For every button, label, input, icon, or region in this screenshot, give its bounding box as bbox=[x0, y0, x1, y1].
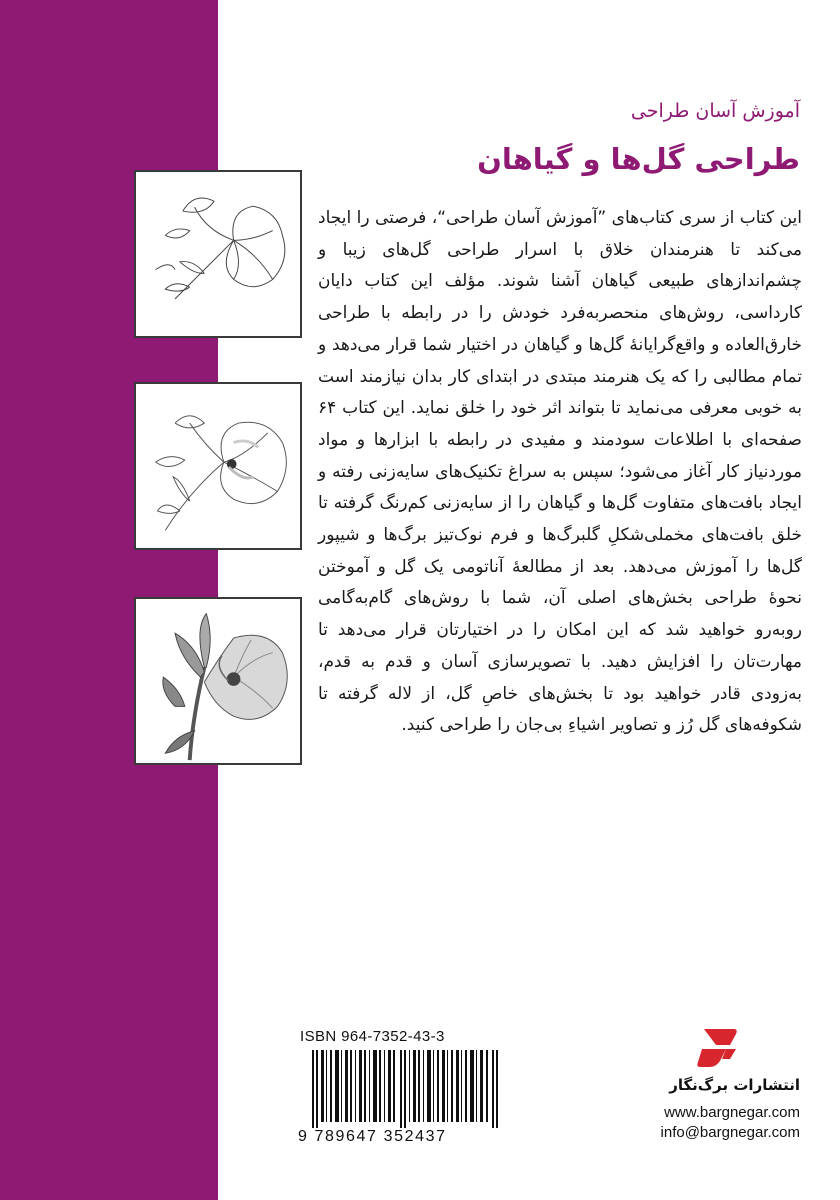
hibiscus-shaded-drawing-icon bbox=[136, 599, 300, 763]
description-paragraph: این کتاب از سری کتاب‌های ”آموزش آسان طراحی“، فرصتی را ایجاد می‌کند تا هنرمندان خلاق با اسرار طراحی گل‌های زیبا و چشم‌اندازهای طبیعی گیاهان آشنا شوند. مؤلف این کتاب دایان کارداسی، روش‌های منحصربه‌فرد خودش را در رابطه با طراحی خارق‌العاده و واقع‌گرایانهٔ گل‌ها و گیاهان در اختیار شما قرار می‌دهد و تمام مطالبی را که یک هنرمند مبتدی در ابتدای کار بدان نیازمند است به خوبی معرفی می‌نماید تا بتواند اثر خود را خلق نماید. این کتاب ۶۴ صفحه‌ای با اطلاعات سودمند و مفیدی در رابطه با ابزارها و مواد موردنیاز کار آغاز می‌شود؛ سپس به سراغ تکنیک‌های سایه‌زنی رفته و ایجاد بافت‌های متفاوت گل‌ها و گیاهان را از سایه‌زنی کم‌رنگ گرفته تا خلق بافت‌های مخملی‌شکلِ گلبرگ‌ها و فرم نوک‌تیز برگ‌ها و شیپور گل‌ها را آموزش می‌دهد. بعد از مطالعهٔ آناتومی یک گل و آموختن نحوهٔ طراحی بخش‌های اصلی آن، شما با روش‌های گام‌به‌گامی روبه‌رو خواهید شد که این امکان را در اختیارتان قرار می‌دهد تا مهارت‌تان را افزایش دهید. با تصویرسازی آسان و قدم به قدم، به‌زودی قادر خواهید بود تا بخش‌های خاصِ گل، از لاله گرفته تا شکوفه‌های گل رُز و تصاویر اشیاءِ بی‌جان را طراحی کنید. bbox=[318, 208, 802, 736]
illustration-line-sketch bbox=[134, 170, 302, 338]
illustration-light-shaded-sketch bbox=[134, 382, 302, 550]
publisher-email: info@bargnegar.com bbox=[660, 1124, 800, 1141]
publisher-name: انتشارات برگ‌نگار bbox=[669, 1076, 800, 1094]
ean-number: 9 789647 352437 bbox=[298, 1128, 447, 1145]
barcode-icon bbox=[312, 1050, 498, 1128]
hibiscus-line-sketch-icon bbox=[136, 172, 300, 336]
isbn-label: ISBN 964-7352-43-3 bbox=[300, 1028, 445, 1045]
publisher-logo-icon bbox=[696, 1025, 742, 1071]
hibiscus-light-shaded-sketch-icon bbox=[136, 384, 300, 548]
series-title: آموزش آسان طراحی bbox=[630, 100, 800, 122]
illustration-shaded-drawing bbox=[134, 597, 302, 765]
publisher-website: www.bargnegar.com bbox=[664, 1104, 800, 1121]
book-title: طراحی گل‌ها و گیاهان bbox=[477, 142, 800, 176]
